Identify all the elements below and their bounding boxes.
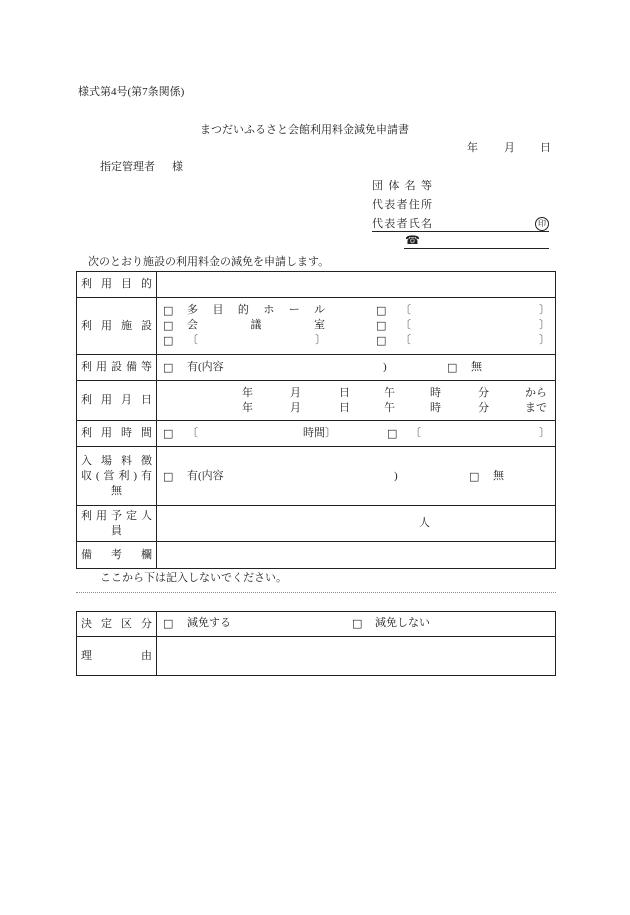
row-reason bbox=[77, 636, 555, 675]
facility-other-checkbox: □ bbox=[163, 334, 174, 347]
dates-label: 利用月日 bbox=[81, 394, 152, 406]
date-from-minute: 分 bbox=[478, 387, 489, 399]
decision-table bbox=[76, 611, 556, 676]
equipment-yes-text: 有(内容 bbox=[187, 361, 224, 373]
attendance-unit: 人 bbox=[419, 517, 430, 529]
row-attendance bbox=[77, 505, 555, 541]
facility-label: 利用施設 bbox=[81, 319, 152, 332]
equipment-value-cell bbox=[157, 355, 555, 380]
date-to-day: 日 bbox=[339, 402, 350, 414]
reason-label-cell bbox=[77, 637, 157, 675]
hours-other-open-bracket: 〔 bbox=[410, 427, 421, 439]
hours-other-checkbox: □ bbox=[387, 427, 398, 440]
decision-label-cell bbox=[77, 612, 157, 636]
facility-value-cell bbox=[157, 298, 555, 354]
phone-icon: ☎ bbox=[405, 233, 420, 247]
date-year-label: 年 bbox=[467, 142, 478, 154]
facility-label-cell bbox=[77, 298, 157, 354]
row-decision bbox=[77, 612, 555, 636]
facility-other-close-bracket: 〕 bbox=[315, 334, 326, 346]
row-facility bbox=[77, 297, 555, 354]
date-to-minute: 分 bbox=[478, 402, 489, 414]
reason-value-cell bbox=[157, 637, 555, 675]
addressee-name: 指定管理者 bbox=[100, 161, 155, 173]
equipment-yes-close: ) bbox=[383, 361, 387, 373]
facility-extra-1-open-bracket: 〔 bbox=[400, 304, 411, 316]
row-remarks bbox=[77, 541, 555, 568]
facility-hall-checkbox: □ bbox=[163, 304, 174, 317]
attendance-value-cell bbox=[157, 506, 555, 541]
admission-label-line-3: 無 bbox=[111, 484, 122, 497]
facility-extra-2-close-bracket: 〕 bbox=[539, 319, 550, 331]
admission-label-line-1: 入場料徴 bbox=[81, 454, 152, 467]
admission-no-text: 無 bbox=[493, 470, 504, 482]
equipment-label-cell bbox=[77, 355, 157, 380]
date-to-year: 年 bbox=[242, 402, 253, 414]
org-name-label: 団体名等 bbox=[372, 180, 432, 192]
facility-extra-3-open-bracket: 〔 bbox=[400, 334, 411, 346]
admission-label-line-2: 収(営利)有 bbox=[81, 469, 152, 482]
facility-extra-3-close-bracket: 〕 bbox=[539, 334, 550, 346]
representative-label: 代表者氏名 bbox=[372, 218, 432, 230]
hours-duration-close: 時間〕 bbox=[303, 427, 336, 439]
purpose-value-cell bbox=[157, 272, 555, 297]
admission-no-checkbox: □ bbox=[469, 470, 480, 483]
dates-label-cell bbox=[77, 381, 157, 420]
hours-duration-open-bracket: 〔 bbox=[187, 427, 198, 439]
form-title: まつだいふるさと会館利用料金減免申請書 bbox=[200, 124, 409, 136]
date-day-label: 日 bbox=[540, 142, 551, 154]
application-table bbox=[76, 271, 556, 569]
facility-extra-2-checkbox: □ bbox=[376, 319, 387, 332]
seal-mark: 印 bbox=[535, 217, 549, 231]
phone-underline bbox=[404, 248, 549, 249]
purpose-label: 利用目的 bbox=[81, 278, 152, 290]
address-label: 代表者住所 bbox=[372, 199, 432, 211]
admission-yes-close: ) bbox=[394, 470, 398, 482]
remarks-label-cell bbox=[77, 542, 157, 568]
date-from-month: 月 bbox=[290, 387, 301, 399]
hours-duration-checkbox: □ bbox=[163, 427, 174, 440]
date-to-suffix: まで bbox=[525, 402, 547, 414]
date-to-ampm: 午 bbox=[384, 402, 395, 414]
facility-meeting-room-checkbox: □ bbox=[163, 319, 174, 332]
purpose-label-cell bbox=[77, 272, 157, 297]
form-number: 様式第4号(第7条関係) bbox=[78, 86, 185, 98]
admission-yes-text: 有(内容 bbox=[187, 470, 224, 482]
attendance-label-line-2: 員 bbox=[111, 524, 122, 537]
decision-approve-checkbox: □ bbox=[163, 617, 174, 630]
date-from-ampm: 午 bbox=[384, 387, 395, 399]
date-to-hour: 時 bbox=[430, 402, 441, 414]
dotted-separator bbox=[76, 592, 556, 593]
hours-label-cell bbox=[77, 421, 157, 446]
facility-extra-2-open-bracket: 〔 bbox=[400, 319, 411, 331]
remarks-label: 備考欄 bbox=[81, 548, 152, 561]
hours-label: 利用時間 bbox=[81, 427, 152, 439]
row-equipment bbox=[77, 354, 555, 380]
equipment-no-text: 無 bbox=[471, 361, 482, 373]
representative-underline bbox=[372, 231, 549, 232]
admission-value-cell bbox=[157, 447, 555, 505]
row-purpose bbox=[77, 272, 555, 297]
facility-extra-1-close-bracket: 〕 bbox=[539, 304, 550, 316]
facility-extra-1-checkbox: □ bbox=[376, 304, 387, 317]
decision-approve-text: 減免する bbox=[187, 617, 231, 629]
facility-hall-text: 多目的ホール bbox=[187, 304, 325, 316]
decision-reject-checkbox: □ bbox=[352, 617, 363, 630]
equipment-yes-checkbox: □ bbox=[163, 361, 174, 374]
dates-value-cell bbox=[157, 381, 555, 420]
facility-extra-3-checkbox: □ bbox=[376, 334, 387, 347]
intro-text: 次のとおり施設の利用料金の減免を申請します。 bbox=[88, 256, 330, 268]
date-from-suffix: から bbox=[525, 387, 547, 399]
admission-label-cell bbox=[77, 447, 157, 505]
decision-label: 決定区分 bbox=[81, 617, 152, 630]
attendance-label-line-1: 利用予定人 bbox=[81, 509, 152, 522]
attendance-label-cell bbox=[77, 506, 157, 541]
remarks-value-cell bbox=[157, 542, 555, 568]
equipment-no-checkbox: □ bbox=[447, 361, 458, 374]
hours-value-cell bbox=[157, 421, 555, 446]
decision-value-cell bbox=[157, 612, 555, 636]
date-from-hour: 時 bbox=[430, 387, 441, 399]
hours-other-close-bracket: 〕 bbox=[539, 427, 550, 439]
date-from-day: 日 bbox=[339, 387, 350, 399]
facility-meeting-room-text: 会議室 bbox=[187, 319, 325, 331]
facility-other-open-bracket: 〔 bbox=[187, 334, 198, 346]
row-hours bbox=[77, 420, 555, 446]
date-month-label: 月 bbox=[504, 142, 515, 154]
date-from-year: 年 bbox=[242, 387, 253, 399]
date-to-month: 月 bbox=[290, 402, 301, 414]
reason-label: 理由 bbox=[81, 649, 152, 662]
row-dates bbox=[77, 380, 555, 420]
office-use-notice: ここから下は記入しないでください。 bbox=[100, 572, 287, 584]
row-admission bbox=[77, 446, 555, 505]
equipment-label: 利用設備等 bbox=[81, 361, 152, 373]
admission-yes-checkbox: □ bbox=[163, 470, 174, 483]
decision-reject-text: 減免しない bbox=[375, 617, 430, 629]
addressee-honorific: 様 bbox=[172, 161, 183, 173]
